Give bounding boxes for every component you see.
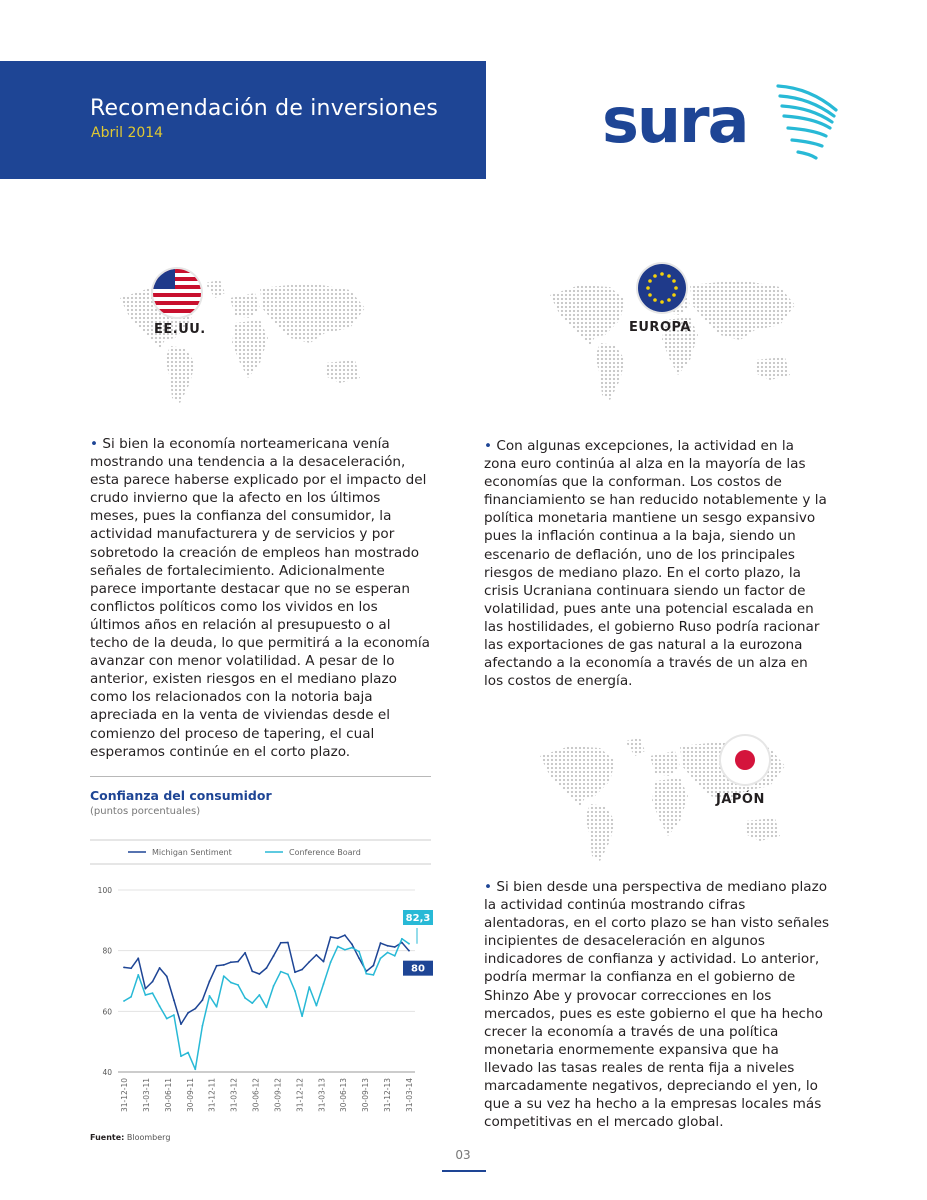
paragraph-japan-text: Si bien desde una perspectiva de mediano plazo la actividad continúa mostrando cifras alentadoras, en el corto plazo se han visto señales incipientes de desaceleración en algunos indicadores de confianza y actividad. Lo anterior, podría mermar la confianza en el gobierno de Shinzo Abe y provocar correcciones en los mercados, pues es este gobierno el que ha hecho crecer la economía a través de una política monetaria enormemente expansiva que ha llevado las tasas reales de renta fija a niveles marcadamente negativos, depreciando el yen, lo que a su vez ha hecho a la empresas locales más competitivas en el mercado global.: [484, 879, 830, 1131]
data-point-michigan-sentiment: [394, 946, 396, 948]
data-point-michigan-sentiment: [173, 999, 175, 1001]
x-tick-label: 30-06-12: [251, 1078, 261, 1113]
data-point-conference-board: [330, 961, 332, 963]
bullet-icon: •: [90, 436, 99, 452]
paragraph-europe: [484, 437, 830, 690]
usa-flag-icon: [151, 267, 203, 319]
y-tick-label: 60: [102, 1007, 112, 1017]
legend-label: Michigan Sentiment: [152, 848, 232, 857]
data-point-michigan-sentiment: [330, 936, 332, 938]
data-point-michigan-sentiment: [180, 1023, 182, 1025]
x-tick-label: 31-12-11: [207, 1078, 217, 1113]
paragraph-japan: [484, 878, 830, 1131]
paragraph-usa: [90, 435, 430, 761]
sura-logo: [600, 80, 840, 165]
data-point-michigan-sentiment: [308, 961, 310, 963]
data-point-michigan-sentiment: [251, 970, 253, 972]
data-point-conference-board: [201, 1025, 203, 1027]
data-point-michigan-sentiment: [152, 981, 154, 983]
data-point-conference-board: [123, 1000, 125, 1002]
data-point-michigan-sentiment: [344, 934, 346, 936]
japan-flag-icon: [719, 734, 771, 786]
region-label-europe: EUROPA: [629, 320, 691, 335]
data-point-michigan-sentiment: [159, 967, 161, 969]
data-point-michigan-sentiment: [301, 969, 303, 971]
data-point-conference-board: [258, 994, 260, 996]
data-point-michigan-sentiment: [337, 937, 339, 939]
data-point-michigan-sentiment: [372, 965, 374, 967]
chart-top-rule: [90, 776, 431, 777]
data-point-conference-board: [152, 992, 154, 994]
data-point-michigan-sentiment: [166, 976, 168, 978]
data-point-conference-board: [209, 995, 211, 997]
data-point-michigan-sentiment: [244, 952, 246, 954]
page-title: Recomendación de inversiones: [90, 96, 439, 121]
page-date: Abril 2014: [91, 125, 164, 141]
data-point-conference-board: [237, 984, 239, 986]
data-point-michigan-sentiment: [273, 955, 275, 957]
data-point-michigan-sentiment: [187, 1012, 189, 1014]
data-point-michigan-sentiment: [266, 967, 268, 969]
data-point-conference-board: [223, 975, 225, 977]
data-point-conference-board: [180, 1055, 182, 1057]
end-label-conference-board: 82,3: [405, 913, 431, 924]
data-point-michigan-sentiment: [194, 1008, 196, 1010]
page-number: 03: [455, 1148, 471, 1162]
data-point-michigan-sentiment: [258, 973, 260, 975]
data-point-michigan-sentiment: [137, 957, 139, 959]
data-point-conference-board: [159, 1005, 161, 1007]
data-point-conference-board: [130, 996, 132, 998]
region-label-usa: EE.UU.: [154, 322, 206, 337]
data-point-conference-board: [230, 982, 232, 984]
data-point-conference-board: [194, 1068, 196, 1070]
data-point-michigan-sentiment: [323, 961, 325, 963]
data-point-conference-board: [408, 943, 410, 945]
data-point-conference-board: [380, 957, 382, 959]
data-point-conference-board: [216, 1006, 218, 1008]
data-point-michigan-sentiment: [280, 942, 282, 944]
x-tick-label: 31-03-14: [405, 1078, 414, 1113]
data-point-michigan-sentiment: [358, 957, 360, 959]
data-point-conference-board: [358, 951, 360, 953]
data-point-michigan-sentiment: [237, 961, 239, 963]
paragraph-usa-text: Si bien la economía norteamericana venía mostrando una tendencia a la desaceleración, esta parece haberse explicado por el impacto del crudo invierno que la afecto en los últimos meses, pues la confianza del consumidor, la actividad manufacturera y de servicios y por sobretodo la creación de empleos han mostrado señales de fortalecimiento. Adicionalmente parece importante destacar que no se esperan conflictos políticos como los vividos en los últimos años en relación al presupuesto o al techo de la deuda, lo que permitirá a la economía avanzar con menor volatilidad. A pesar de lo anterior, existen riesgos en el mediano plazo como los relacionados con la notoria baja apreciada en la venta de viviendas desde el comienzo del proceso de tapering, el cual esperamos continúe en el corto plazo.: [90, 436, 430, 760]
data-point-conference-board: [173, 1014, 175, 1016]
data-point-michigan-sentiment: [351, 943, 353, 945]
region-label-japan: JAPÓN: [716, 792, 765, 807]
x-tick-label: 30-06-11: [163, 1078, 173, 1113]
chart-source: [90, 1133, 170, 1142]
x-tick-label: 30-06-13: [339, 1078, 349, 1113]
data-point-michigan-sentiment: [294, 971, 296, 973]
data-point-conference-board: [166, 1018, 168, 1020]
page-number-rule: [442, 1170, 486, 1172]
data-point-conference-board: [401, 938, 403, 940]
logo-wing-icon: [778, 86, 836, 158]
chart-subtitle: (puntos porcentuales): [90, 806, 201, 817]
data-point-conference-board: [137, 974, 139, 976]
end-label-michigan-sentiment: 80: [411, 963, 425, 975]
data-point-michigan-sentiment: [216, 965, 218, 967]
data-point-michigan-sentiment: [408, 950, 410, 952]
data-point-conference-board: [394, 955, 396, 957]
data-point-conference-board: [308, 986, 310, 988]
series-line-michigan-sentiment: [124, 935, 409, 1024]
data-point-michigan-sentiment: [201, 999, 203, 1001]
data-point-michigan-sentiment: [144, 988, 146, 990]
data-point-conference-board: [315, 1005, 317, 1007]
data-point-conference-board: [266, 1006, 268, 1008]
data-point-conference-board: [372, 974, 374, 976]
data-point-conference-board: [365, 973, 367, 975]
data-point-conference-board: [251, 1002, 253, 1004]
data-point-michigan-sentiment: [130, 967, 132, 969]
source-value: Bloomberg: [126, 1133, 171, 1142]
data-point-michigan-sentiment: [315, 954, 317, 956]
bullet-icon: •: [484, 438, 493, 454]
consumer-confidence-chart: [90, 836, 435, 1131]
y-tick-label: 40: [102, 1068, 112, 1077]
source-label: Fuente:: [90, 1133, 125, 1142]
data-point-conference-board: [144, 994, 146, 996]
data-point-michigan-sentiment: [123, 966, 125, 968]
data-point-conference-board: [287, 973, 289, 975]
data-point-michigan-sentiment: [223, 964, 225, 966]
x-tick-label: 30-09-11: [185, 1078, 195, 1113]
x-tick-label: 30-09-13: [361, 1078, 371, 1113]
y-tick-label: 100: [97, 886, 112, 895]
paragraph-europe-text: Con algunas excepciones, la actividad en la zona euro continúa al alza en la mayoría de las economías que la conforman. Los costos de financiamiento se han reducido notablemente y la política monetaria mantiene un sesgo expansivo pues la inflación continua a la baja, siendo un escenario de deflación, uno de los principales riesgos de mediano plazo. En el corto plazo, la crisis Ucraniana continuara siendo un factor de volatilidad, pues ante una potencial escalada en las hostilidades, el gobierno Ruso podría racionar las exportaciones de gas natural a la eurozona afectando a la economía a través de un alza en los costos de energía.: [484, 438, 827, 690]
data-point-conference-board: [323, 983, 325, 985]
data-point-michigan-sentiment: [387, 945, 389, 947]
data-point-conference-board: [280, 971, 282, 973]
x-tick-label: 31-12-12: [295, 1078, 305, 1113]
bullet-icon: •: [484, 879, 493, 895]
x-tick-label: 31-12-10: [120, 1078, 129, 1113]
data-point-michigan-sentiment: [380, 942, 382, 944]
data-point-michigan-sentiment: [209, 980, 211, 982]
data-point-michigan-sentiment: [287, 942, 289, 944]
data-point-conference-board: [244, 997, 246, 999]
data-point-conference-board: [301, 1015, 303, 1017]
legend-label: Conference Board: [289, 848, 361, 857]
data-point-conference-board: [273, 985, 275, 987]
data-point-conference-board: [351, 947, 353, 949]
x-tick-label: 31-03-13: [317, 1078, 327, 1113]
x-tick-label: 31-03-12: [229, 1078, 239, 1113]
series-line-conference-board: [124, 939, 409, 1070]
data-point-conference-board: [387, 952, 389, 954]
data-point-conference-board: [337, 946, 339, 948]
data-point-michigan-sentiment: [230, 961, 232, 963]
logo-wordmark: sura: [602, 84, 748, 157]
x-tick-label: 31-03-11: [141, 1078, 151, 1113]
chart-title: Confianza del consumidor: [90, 788, 272, 803]
eu-flag-icon: [636, 262, 688, 314]
data-point-conference-board: [294, 990, 296, 992]
data-point-conference-board: [344, 949, 346, 951]
y-tick-label: 80: [102, 946, 112, 956]
x-tick-label: 30-09-12: [273, 1078, 283, 1113]
data-point-conference-board: [187, 1052, 189, 1054]
x-tick-label: 31-12-13: [383, 1078, 393, 1113]
